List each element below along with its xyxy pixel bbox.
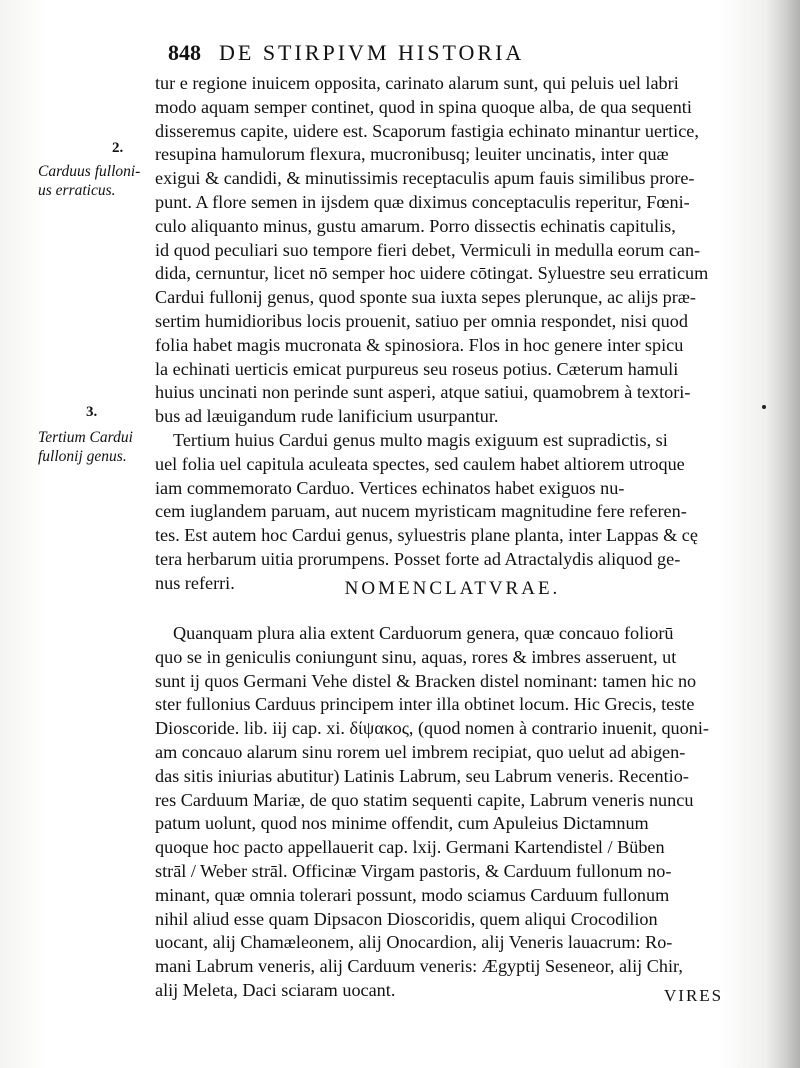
text-line: quoque hoc pacto appellauerit cap. lxij. Germani Kartendistel / Büben <box>155 837 665 858</box>
margin-note-line: Tertium Cardui <box>38 429 133 446</box>
margin-note-number-2: 2. <box>112 140 124 156</box>
text-line: tera herbarum uitia prorumpens. Posset forte ad Atractalydis aliquod ge- <box>155 548 681 569</box>
nomenclature-text <box>155 622 750 1003</box>
text-line: alij Meleta, Daci sciaram uocant. <box>155 979 396 1000</box>
text-line: tes. Est autem hoc Cardui genus, syluestris plane planta, inter Lappas & cę <box>155 525 698 546</box>
text-line: modo aquam semper continet, quod in spina quoque alba, de qua sequenti <box>155 96 692 117</box>
text-line: Dioscoride. lib. iij cap. xi. δίψακος, (quod nomen à contrario inuenit, quoni- <box>155 718 709 739</box>
text-line: Tertium huius Cardui genus multo magis exiguum est supradictis, si <box>173 429 668 450</box>
margin-note-line: fullonij genus. <box>38 448 127 465</box>
text-line: am concauo alarum sinu rorem uel imbrem recipiat, quo uelut ad abigen- <box>155 741 686 762</box>
main-text <box>155 72 750 596</box>
text-line: das sitis iniurias abutitur) Latinis Labrum, seu Labrum veneris. Recentio- <box>155 765 689 786</box>
text-line: punt. A flore semen in ijsdem quæ diximus conceptaculis reperitur, Fœni- <box>155 191 690 212</box>
text-line: sunt ij quos Germani Vehe distel & Bracken distel nominant: tamen hic no <box>155 670 697 691</box>
text-line: patum uolunt, quod nos minime offendit, cum Apuleius Dictamnum <box>155 813 649 834</box>
margin-note-tertium-cardui <box>38 428 133 466</box>
text-line: mani Labrum veneris, alij Carduum veneris: Ægyptij Seseneor, alij Chir, <box>155 956 683 977</box>
text-line: minant, quæ omnia tolerari possunt, modo sciamus Carduum fullonum <box>155 884 670 905</box>
text-line: ster fullonius Carduus principem inter illa obtinet locum. Hic Grecis, teste <box>155 694 695 715</box>
text-line: id quod peculiari suo tempore fieri debet, Vermiculi in medulla eorum can- <box>155 239 701 260</box>
text-line: huius uncinati non perinde sunt asperi, atque satiui, quamobrem à textori- <box>155 382 691 403</box>
page-header <box>168 40 618 70</box>
text-line: bus ad læuigandum rude lanificium usurpantur. <box>155 406 499 427</box>
text-line: Quanquam plura alia extent Carduorum genera, quæ concauo foliorū <box>173 623 674 643</box>
text-line: culo aliquanto minus, gustu amarum. Porro dissectis echinatis capitulis, <box>155 215 676 236</box>
margin-note-line: us erraticus. <box>38 182 116 199</box>
margin-note-line: Carduus fulloni- <box>38 163 141 180</box>
text-line: folia habet magis mucronata & spinosiora. Flos in hoc genere inter spicu <box>155 334 684 355</box>
text-line: la echinati uerticis emicat purpureus seu roseus potius. Cæterum hamuli <box>155 358 679 379</box>
text-line: iam commemorato Carduo. Vertices echinatos habet exiguos nu- <box>155 477 625 498</box>
text-line: dida, cernuntur, licet nō semper hoc uidere cōtingat. Syluestre seu erraticum <box>155 263 709 284</box>
section-heading-nomenclaturae: NOMENCLATVRAE. <box>344 578 561 599</box>
text-line: tur e regione inuicem opposita, carinato alarum sunt, qui peluis uel labri <box>155 73 679 93</box>
text-line: resupina hamulorum flexura, mucronibusq; leuiter uncinatis, inter quæ <box>155 144 669 165</box>
text-line: Cardui fullonij genus, quod sponte sua iuxta sepes plerunque, ac alijs præ- <box>155 287 696 308</box>
text-line: uel folia uel capitula aculeata spectes, sed caulem habet altiorem utroque <box>155 453 685 474</box>
text-line: sertim humidioribus locis prouenit, satiuo per omnia respondet, nisi quod <box>155 310 688 331</box>
text-line: quo se in geniculis coniungunt sinu, aquas, rores & imbres asseruent, ut <box>155 646 677 667</box>
text-line: exigui & candidi, & minutissimis receptaculis apum fauis similibus prore- <box>155 168 695 189</box>
page-edge-shadow <box>766 0 800 1068</box>
text-line: uocant, alij Chamæleonem, alij Onocardion, alij Veneris lauacrum: Ro- <box>155 932 673 953</box>
text-line: nihil aliud esse quam Dipsacon Dioscoridis, quem aliqui Crocodilion <box>155 908 658 929</box>
margin-note-carduus-erraticus <box>38 162 140 200</box>
text-line: nus referri. <box>155 572 235 593</box>
page-number: 848 <box>168 40 201 65</box>
text-line: strāl / Weber strāl. Officinæ Virgam pastoris, & Carduum fullonum no- <box>155 860 672 881</box>
text-line: res Carduum Mariæ, de quo statim sequenti capite, Labrum veneris nuncu <box>155 789 694 810</box>
margin-note-number-3: 3. <box>86 404 98 420</box>
ink-speck <box>762 405 766 409</box>
text-line: disseremus capite, uidere est. Scaporum fastigia echinato minantur uertice, <box>155 120 699 141</box>
running-head: DE STIRPIVM HISTORIA <box>219 40 525 65</box>
catchword: VIRES <box>664 986 724 1005</box>
text-line: cem iuglandem paruam, aut nucem myristicam magnitudine fere referen- <box>155 501 687 522</box>
